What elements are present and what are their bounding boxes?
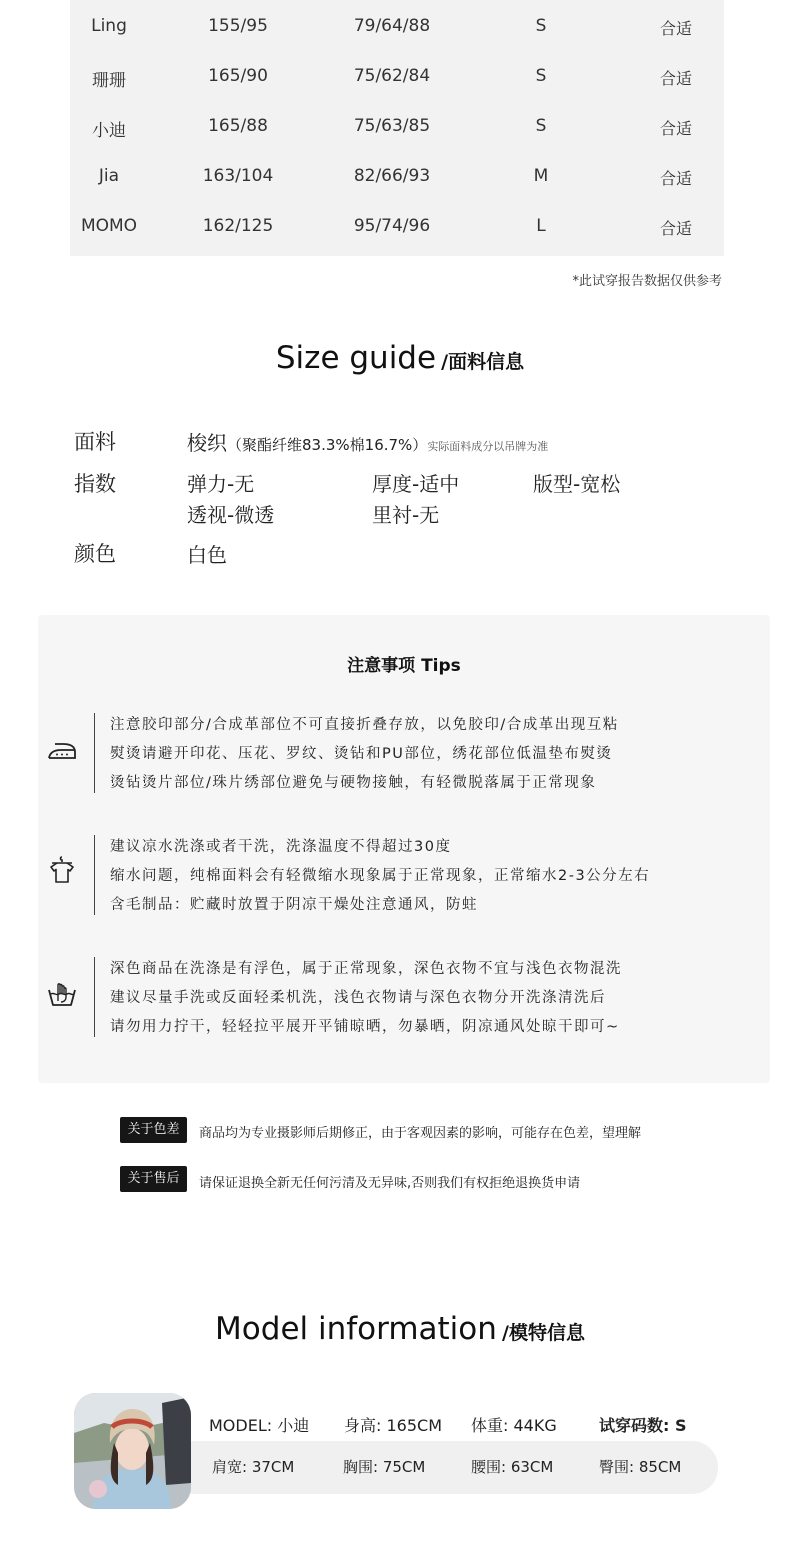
color-difference-badge: 关于色差 bbox=[120, 1117, 187, 1143]
height-weight-cell: 162/125 bbox=[202, 216, 274, 236]
model-name-cell: Jia bbox=[98, 166, 120, 186]
model-waist: 腰围: 63CM bbox=[471, 1458, 554, 1476]
table-row bbox=[70, 202, 724, 252]
height-weight-cell: 165/88 bbox=[208, 116, 268, 136]
bust-waist-hip-cell: 75/62/84 bbox=[353, 66, 431, 86]
model-weight: 体重: 44KG bbox=[471, 1416, 557, 1435]
bust-waist-hip-cell: 75/63/85 bbox=[353, 116, 431, 136]
tip-line: 深色商品在洗涤是有浮色，属于正常现象，深色衣物不宜与浅色衣物混洗 bbox=[110, 961, 622, 977]
size-cell: S bbox=[535, 66, 547, 86]
tip-divider bbox=[94, 835, 95, 915]
index-label: 指数 bbox=[74, 472, 116, 496]
model-trial-size: 试穿码数: S bbox=[599, 1416, 687, 1435]
size-cell: M bbox=[533, 166, 549, 186]
fabric-note: 实际面料成分以吊牌为准 bbox=[427, 440, 549, 453]
height-weight-cell: 155/95 bbox=[208, 16, 268, 36]
fit-report-note: *此试穿报告数据仅供参考 bbox=[572, 274, 722, 289]
color-value: 白色 bbox=[187, 543, 227, 567]
tip-line: 建议凉水洗涤或者干洗，洗涤温度不得超过30度 bbox=[110, 839, 452, 855]
color-label: 颜色 bbox=[74, 542, 116, 566]
fabric-value bbox=[187, 427, 548, 456]
height-weight-cell: 163/104 bbox=[202, 166, 274, 186]
color-difference-text: 商品均为专业摄影师后期修正，由于客观因素的影响，可能存在色差，望理解 bbox=[199, 1126, 642, 1141]
fabric-type: 梭织 bbox=[187, 431, 227, 455]
table-row bbox=[70, 2, 724, 52]
model-name-cell: Ling bbox=[91, 16, 127, 36]
tip-line: 烫钻烫片部位/珠片绣部位避免与硬物接触，有轻微脱落属于正常现象 bbox=[110, 775, 597, 791]
size-guide-title bbox=[0, 340, 800, 376]
hand-wash-icon bbox=[46, 977, 78, 1009]
size-cell: S bbox=[535, 16, 547, 36]
size-cell: L bbox=[536, 216, 546, 236]
table-row bbox=[70, 152, 724, 202]
fit-cell: 合适 bbox=[659, 219, 692, 238]
model-bust: 胸围: 75CM bbox=[343, 1458, 426, 1476]
hanging-shirt-icon bbox=[46, 853, 78, 885]
model-name-cell: 小迪 bbox=[92, 121, 126, 141]
fit-cell: 合适 bbox=[659, 19, 692, 38]
bust-waist-hip-cell: 82/66/93 bbox=[353, 166, 431, 186]
fit-cell: 合适 bbox=[659, 69, 692, 88]
tips-title: 注意事项 Tips bbox=[347, 656, 461, 676]
model-hip: 臀围: 85CM bbox=[599, 1458, 682, 1476]
tip-line: 熨烫请避开印花、压花、罗纹、烫钻和PU部位，绣花部位低温垫布熨烫 bbox=[110, 746, 613, 762]
fabric-composition: （聚酯纤维83.3%棉16.7%） bbox=[227, 436, 428, 454]
elasticity-value: 弹力-无 bbox=[187, 472, 255, 496]
tip-line: 注意胶印部分/合成革部位不可直接折叠存放，以免胶印/合成革出现互粘 bbox=[110, 717, 619, 733]
iron-icon bbox=[46, 735, 78, 767]
tip-divider bbox=[94, 713, 95, 793]
lining-value: 里衬-无 bbox=[372, 503, 440, 527]
model-shoulder: 肩宽: 37CM bbox=[212, 1458, 295, 1476]
fabric-label: 面料 bbox=[74, 430, 116, 454]
model-info-title-en: Model information bbox=[215, 1311, 497, 1347]
fit-type-value: 版型-宽松 bbox=[533, 472, 621, 496]
model-height: 身高: 165CM bbox=[344, 1416, 442, 1435]
size-guide-title-cn: /面料信息 bbox=[441, 351, 525, 373]
after-sales-badge: 关于售后 bbox=[120, 1166, 187, 1192]
after-sales-text: 请保证退换全新无任何污清及无异味,否则我们有权拒绝退换货申请 bbox=[199, 1176, 581, 1191]
size-cell: S bbox=[535, 116, 547, 136]
transparency-value: 透视-微透 bbox=[187, 503, 275, 527]
size-guide-title-en: Size guide bbox=[275, 340, 437, 376]
fit-cell: 合适 bbox=[659, 119, 692, 138]
thickness-value: 厚度-适中 bbox=[372, 472, 460, 496]
bust-waist-hip-cell: 79/64/88 bbox=[353, 16, 431, 36]
table-row bbox=[70, 102, 724, 152]
height-weight-cell: 165/90 bbox=[208, 66, 268, 86]
model-photo bbox=[74, 1393, 191, 1509]
model-info-title-cn: /模特信息 bbox=[502, 1322, 585, 1344]
table-row bbox=[70, 52, 724, 102]
fit-report-table bbox=[70, 0, 724, 256]
tip-line: 建议尽量手洗或反面轻柔机洗，浅色衣物请与深色衣物分开洗涤清洗后 bbox=[110, 990, 606, 1006]
tip-line: 请勿用力拧干，轻轻拉平展开平铺晾晒，勿暴晒，阴凉通风处晾干即可~ bbox=[110, 1019, 620, 1035]
model-info-title bbox=[0, 1311, 800, 1347]
tip-line: 含毛制品：贮藏时放置于阴凉干燥处注意通风，防蛀 bbox=[110, 897, 478, 913]
bust-waist-hip-cell: 95/74/96 bbox=[353, 216, 431, 236]
tips-panel bbox=[38, 615, 770, 1083]
tip-divider bbox=[94, 957, 95, 1037]
model-name-cell: MOMO bbox=[80, 216, 138, 236]
model-name: MODEL: 小迪 bbox=[209, 1416, 310, 1435]
fit-cell: 合适 bbox=[659, 169, 692, 188]
model-name-cell: 珊珊 bbox=[92, 71, 126, 91]
tip-line: 缩水问题，纯棉面料会有轻微缩水现象属于正常现象，正常缩水2-3公分左右 bbox=[110, 868, 651, 884]
model-portrait-image bbox=[74, 1393, 191, 1509]
